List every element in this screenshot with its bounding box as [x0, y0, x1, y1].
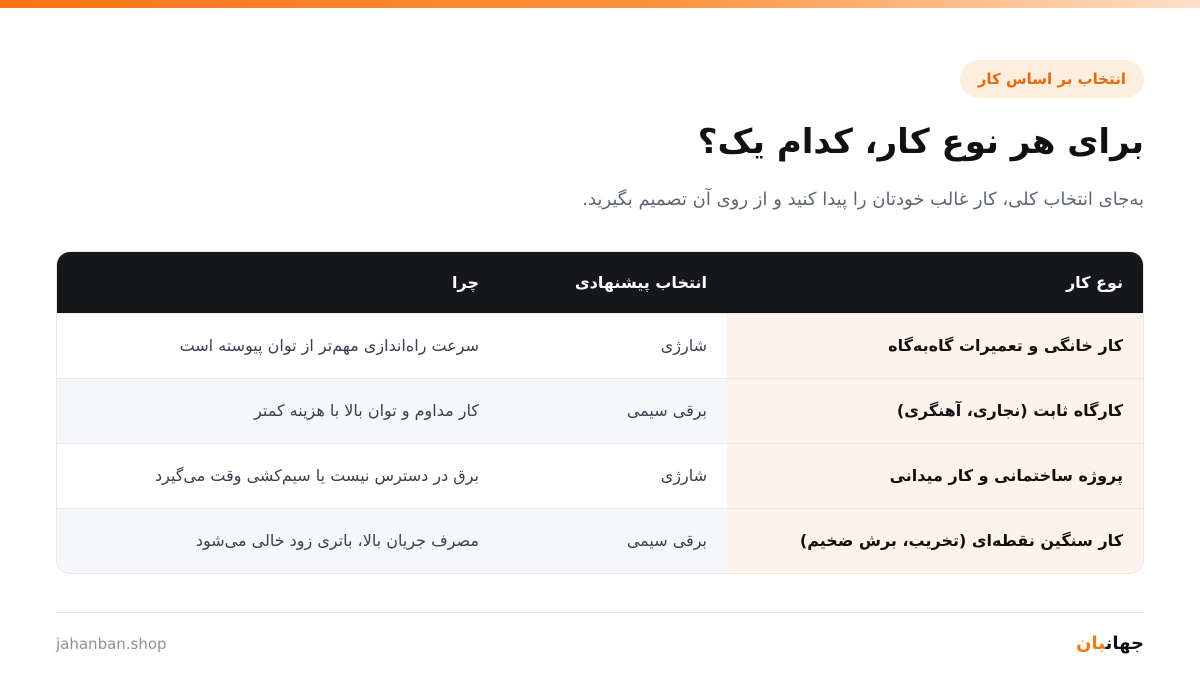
category-badge: انتخاب بر اساس کار: [960, 60, 1144, 98]
table-row: [57, 313, 1143, 378]
cell-reason: کار مداوم و توان بالا با هزینه کمتر: [254, 401, 479, 420]
header-suggested-choice: انتخاب پیشنهادی: [574, 273, 707, 292]
logo-text-main: جهان: [1105, 633, 1144, 654]
cell-choice: برقی سیمی: [626, 401, 707, 420]
cell-choice: برقی سیمی: [626, 531, 707, 550]
cell-choice: شارژی: [660, 466, 707, 485]
cell-work-type: کار سنگین نقطه‌ای (تخریب، برش ضخیم): [727, 509, 1143, 573]
logo-text-accent: بان: [1076, 633, 1106, 654]
table-row: [57, 378, 1143, 443]
cell-choice: شارژی: [660, 336, 707, 355]
cell-work-type: کار خانگی و تعمیرات گاه‌به‌گاه: [727, 314, 1143, 378]
table-row: [57, 508, 1143, 573]
table-header: [57, 252, 1143, 313]
cell-reason: سرعت راه‌اندازی مهم‌تر از توان پیوسته است: [179, 336, 479, 355]
brand-logo[interactable]: [1076, 628, 1144, 660]
table-row: [57, 443, 1143, 508]
page-subtitle: به‌جای انتخاب کلی، کار غالب خودتان را پیدا کنید و از روی آن تصمیم بگیرید.: [582, 189, 1144, 210]
cell-reason: برق در دسترس نیست یا سیم‌کشی وقت می‌گیرد: [155, 466, 479, 485]
cell-work-type: کارگاه ثابت (نجاری، آهنگری): [727, 379, 1143, 443]
header-reason: چرا: [452, 273, 479, 292]
cell-work-type: پروژه ساختمانی و کار میدانی: [727, 444, 1143, 508]
website-domain[interactable]: jahanban.shop: [56, 635, 167, 653]
comparison-table: [56, 251, 1144, 574]
header-work-type: نوع کار: [1065, 273, 1123, 292]
footer-divider: [56, 612, 1144, 613]
page-title: برای هر نوع کار، کدام یک؟: [697, 122, 1144, 162]
slide-content: [56, 0, 1144, 700]
cell-reason: مصرف جریان بالا، باتری زود خالی می‌شود: [195, 531, 479, 550]
